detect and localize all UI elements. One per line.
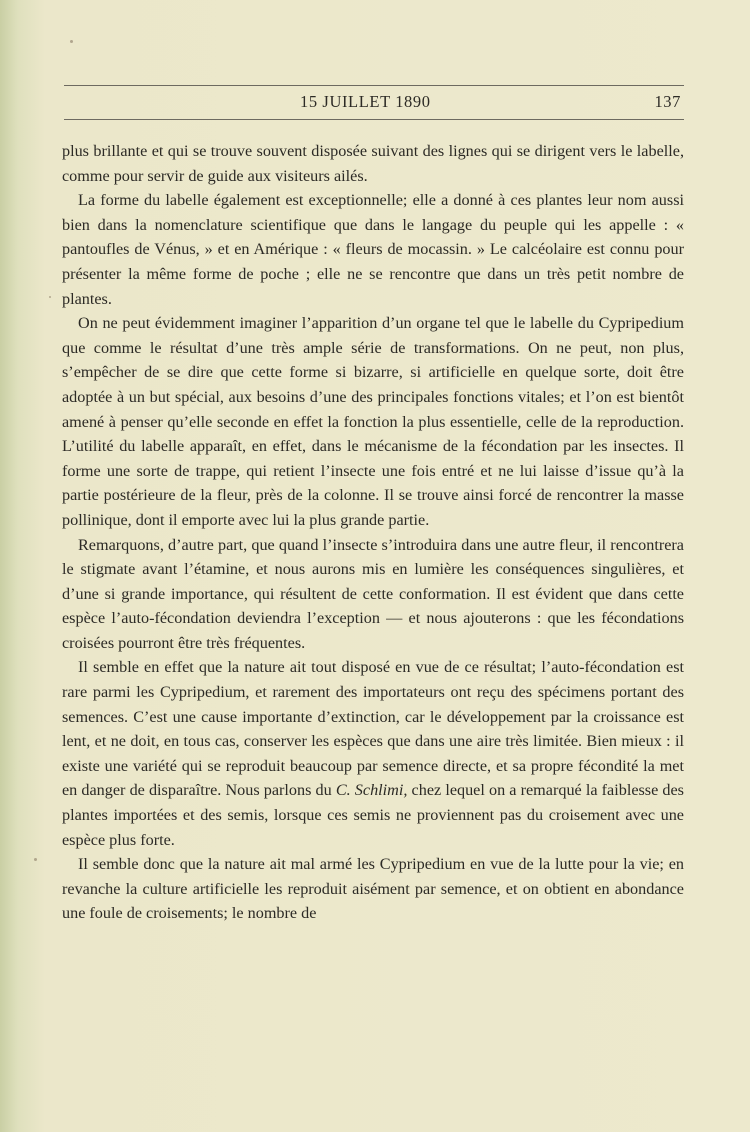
paragraph-artificial-culture: Il semble donc que la nature ait mal armé les Cypripedium en vue de la lutte pour la vie; en revanche la culture artificielle les reproduit aisément par semence, et on obtient en abondance une foule de croisements; le nombre de: [62, 855, 684, 923]
header-rule-bottom: [64, 119, 684, 120]
header-rule-top: [64, 85, 684, 86]
paper-speck: [70, 40, 73, 43]
header-date: 15 JUILLET 1890: [300, 92, 431, 111]
paragraph-text: chez lequel on a remarqué la faiblesse des plantes importées et des semis, lorsque ces semis ne proviennent pas du croisement avec une espèce plus forte.: [62, 781, 684, 849]
paragraph-cross-fertilization: Remarquons, d’autre part, que quand l’insecte s’introduira dans une autre fleur, il rencontrera le stigmate avant l’étamine, et nous aurons mis en lumière les conséquences singulières, et d’une si grande importance, qui résultent de cette conformation. Il est évident que dans cette espèce l’auto-fécondation deviendra l’exception — et nous ajouterons : que les fécondations croisées pourront être très fréquentes.: [62, 535, 684, 652]
body-text: [62, 139, 684, 926]
paragraph-continuation: plus brillante et qui se trouve souvent disposée suivant des lignes qui se dirigent vers le labelle, comme pour servir de guide aux visiteurs ailés.: [62, 142, 684, 185]
species-name-italic: C. Schlimi,: [335, 781, 408, 800]
paragraph-text: Il semble en effet que la nature ait tout disposé en vue de ce résultat; l’auto-fécondation est rare parmi les Cypripedium, et rarement des importateurs ont reçu des spécimens portant des semences. C’est une cause importante d’extinction, car le développement par la croissance est lent, et ne doit, en tous cas, conserver les espèces que dans une aire très limitée. Bien mieux : il existe une variété qui se reproduit beaucoup par semence directe, et sa propre fécondité la met en danger de disparaître. Nous parlons du: [62, 658, 684, 800]
paragraph-labelle-origin: On ne peut évidemment imaginer l’apparition d’un organe tel que le labelle du Cypripedium que comme le résultat d’une très ample série de transformations. On ne peut, non plus, s’empêcher de se dire que cette forme si bizarre, si artificielle en quelque sorte, doit être adoptée à un but spécial, aux besoins d’une des principales fonctions vitales; et l’on est bientôt amené à penser qu’elle seconde en effet la fonction la plus essentielle, celle de la reproduction. L’utilité du labelle apparaît, en effet, dans le mécanisme de la fécondation par les insectes. Il forme une sorte de trappe, qui retient l’insecte une fois entré et ne lui laisse d’issue qu’à la partie postérieure de la fleur, près de la colonne. Il se trouve ainsi forcé de rencontrer la masse pollinique, dont il emporte avec lui la plus grande partie.: [62, 314, 684, 529]
paragraph-labelle-shape: La forme du labelle également est exceptionnelle; elle a donné à ces plantes leur nom aussi bien dans la nomenclature scientifique que dans le langage du peuple qui les appelle : « pantoufles de Vénus, » et en Amérique : « fleurs de mocassin. » Le calcéolaire est connu pour présenter la même forme de poche ; elle ne se rencontre que dans un très petit nombre de plantes.: [62, 191, 684, 308]
page-number: 137: [654, 92, 681, 111]
paper-speck: [49, 296, 51, 298]
running-header: [64, 89, 684, 115]
paper-speck: [34, 858, 37, 861]
paragraph-self-fertilization: [62, 655, 684, 852]
